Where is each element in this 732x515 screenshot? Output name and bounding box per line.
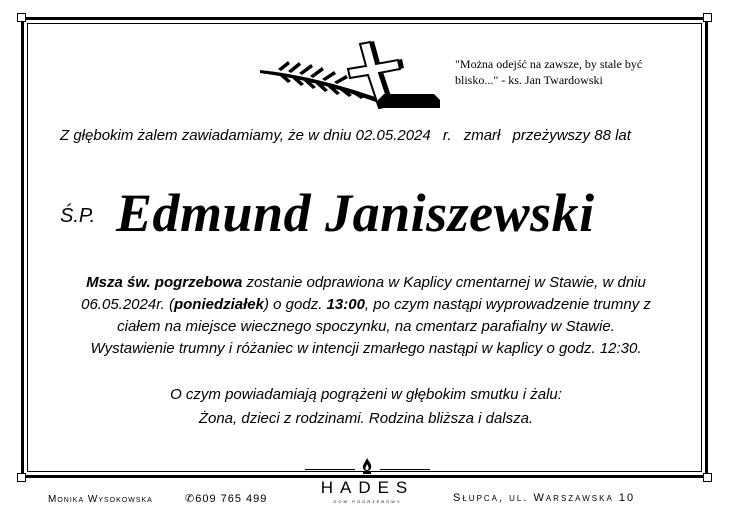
mass-label: Msza św. pogrzebowa — [86, 274, 243, 291]
mourners-line: Żona, dzieci z rodzinami. Rodzina bliższa i dalsza. — [198, 410, 534, 427]
hades-logo — [300, 455, 435, 513]
brand-name: HADES — [320, 478, 415, 497]
brand-subtitle: dom pogrzebowy — [333, 499, 402, 505]
mass-text: , po czym nastąpi wyprowadzenie trumny z — [364, 296, 651, 313]
contact-name: Monika Wysokowska — [48, 494, 153, 505]
mass-time: 13:00 — [326, 296, 365, 313]
mass-line — [40, 272, 692, 294]
logo-rule — [380, 469, 430, 470]
mass-line — [40, 294, 692, 316]
died-label: zmarł — [463, 127, 501, 144]
announcement — [60, 127, 680, 144]
announcement-prefix: Z głębokim żalem zawiadamiamy, że w dniu — [60, 127, 352, 144]
age-text: przeżywszy 88 lat — [512, 127, 631, 144]
address: Słupca, ul. Warszawska 10 — [453, 492, 636, 504]
frame-corner — [17, 13, 26, 22]
mass-text: ) o godz. — [264, 296, 327, 313]
mass-details — [40, 272, 692, 360]
logo-rule — [305, 469, 355, 470]
sp-prefix: Ś.P. — [60, 205, 96, 227]
mass-text: zostanie odprawiona w Kaplicy cmentarnej w Stawie, w dniu — [242, 274, 646, 291]
quote-line: blisko..." - ks. Jan Twardowski — [455, 73, 603, 87]
mourners — [40, 383, 692, 431]
flame-icon — [360, 457, 374, 475]
date-suffix: r. — [442, 127, 452, 144]
frame-corner — [703, 13, 712, 22]
mass-line: Wystawienie trumny i różaniec w intencji zmarłego nastąpi w kaplicy o godz. 12:30. — [90, 340, 642, 357]
quote-line: "Można odejść na zawsze, by stale być — [455, 57, 643, 71]
contact-phone: ✆609 765 499 — [185, 493, 268, 505]
frame-corner — [703, 473, 712, 482]
death-date: 02.05.2024 — [355, 127, 431, 144]
mass-line: ciałem na miejsce wiecznego spoczynku, na cmentarz parafialny w Stawie. — [117, 318, 615, 335]
frame-corner — [17, 473, 26, 482]
cross-and-palm-icon — [258, 40, 440, 115]
mourners-line: O czym powiadamiają pogrążeni w głębokim smutku i żalu: — [170, 386, 562, 403]
deceased-name: Edmund Janiszewski — [116, 183, 595, 243]
mass-text: 06.05.2024r. ( — [81, 296, 174, 313]
mass-weekday: poniedziałek — [173, 296, 264, 313]
quote — [455, 56, 695, 88]
